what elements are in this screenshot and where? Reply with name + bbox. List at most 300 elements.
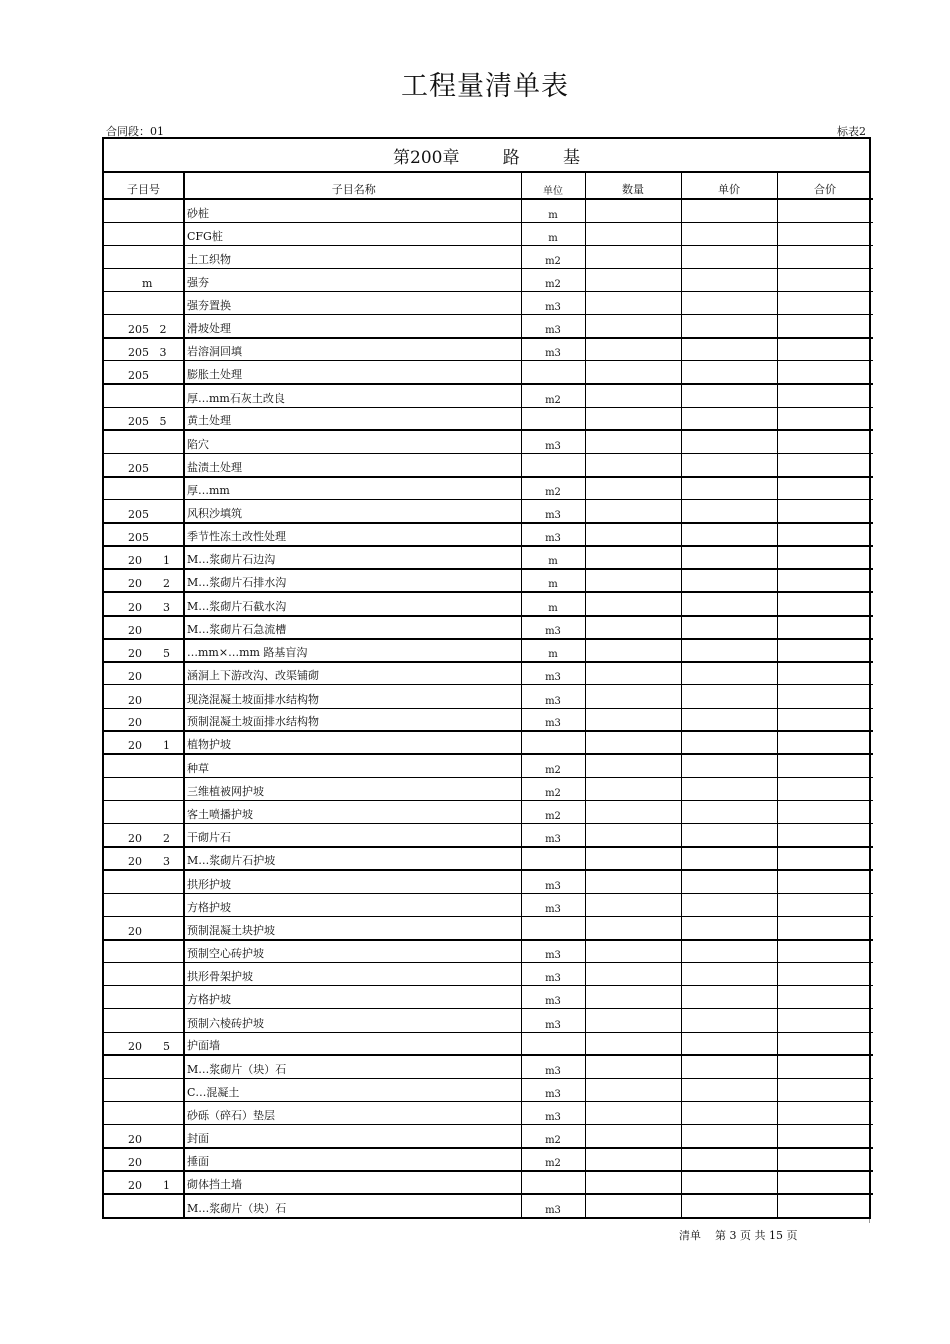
header-item-code: 子目号 xyxy=(104,173,184,199)
unit-price-cell xyxy=(681,1148,777,1171)
unit-cell xyxy=(521,731,585,754)
item-code-cell: m xyxy=(104,268,184,291)
total-cell xyxy=(777,870,873,893)
item-code-cell: 20 xyxy=(104,916,184,939)
page-number: 第 3 页 共 15 页 xyxy=(715,1229,798,1242)
item-code-cell: 20 5 xyxy=(104,639,184,662)
item-name-cell: 方格护坡 xyxy=(184,893,521,916)
total-cell xyxy=(777,986,873,1009)
quantity-cell xyxy=(585,708,681,731)
table-row xyxy=(104,523,873,546)
item-code-cell: 20 2 xyxy=(104,569,184,592)
item-code-cell xyxy=(104,986,184,1009)
unit-cell xyxy=(521,1171,585,1194)
table-row xyxy=(104,870,873,893)
total-cell xyxy=(777,338,873,361)
item-name-cell: 现浇混凝土坡面排水结构物 xyxy=(184,685,521,708)
table-row xyxy=(104,361,873,384)
unit-cell: m3 xyxy=(521,662,585,685)
unit-price-cell xyxy=(681,778,777,801)
total-cell xyxy=(777,500,873,523)
item-name-cell: 干砌片石 xyxy=(184,824,521,847)
total-cell xyxy=(777,407,873,430)
unit-price-cell xyxy=(681,1171,777,1194)
unit-cell: m3 xyxy=(521,685,585,708)
item-name-cell: 土工织物 xyxy=(184,245,521,268)
unit-cell: m3 xyxy=(521,430,585,453)
quantity-cell xyxy=(585,199,681,222)
item-code-cell xyxy=(104,1078,184,1101)
table-row xyxy=(104,893,873,916)
unit-price-cell xyxy=(681,592,777,615)
item-name-cell: 强夯置换 xyxy=(184,292,521,315)
bill-of-quantities-sheet xyxy=(102,137,871,1219)
quantity-cell xyxy=(585,639,681,662)
total-cell xyxy=(777,245,873,268)
item-name-cell: 预制混凝土块护坡 xyxy=(184,916,521,939)
unit-price-cell xyxy=(681,847,777,870)
item-name-cell: 捶面 xyxy=(184,1148,521,1171)
total-cell xyxy=(777,1009,873,1032)
item-code-cell: 205 xyxy=(104,523,184,546)
item-name-cell: 护面墙 xyxy=(184,1032,521,1055)
unit-price-cell xyxy=(681,731,777,754)
table-row xyxy=(104,430,873,453)
quantity-cell xyxy=(585,592,681,615)
item-name-cell: 拱形骨架护坡 xyxy=(184,963,521,986)
total-cell xyxy=(777,963,873,986)
unit-price-cell xyxy=(681,1032,777,1055)
unit-cell: m xyxy=(521,639,585,662)
quantity-cell xyxy=(585,315,681,338)
total-cell xyxy=(777,523,873,546)
unit-price-cell xyxy=(681,222,777,245)
unit-cell: m2 xyxy=(521,268,585,291)
header-unit-price: 单价 xyxy=(681,173,777,199)
table-row xyxy=(104,708,873,731)
unit-cell: m2 xyxy=(521,801,585,824)
item-name-cell: 季节性冻土改性处理 xyxy=(184,523,521,546)
unit-price-cell xyxy=(681,662,777,685)
item-name-cell: 岩溶洞回填 xyxy=(184,338,521,361)
chapter-heading xyxy=(104,139,869,173)
item-name-cell: 植物护坡 xyxy=(184,731,521,754)
unit-price-cell xyxy=(681,268,777,291)
quantity-cell xyxy=(585,477,681,500)
item-code-cell: 20 3 xyxy=(104,847,184,870)
item-name-cell: 厚…mm石灰土改良 xyxy=(184,384,521,407)
unit-price-cell xyxy=(681,315,777,338)
table-row xyxy=(104,454,873,477)
quantity-cell xyxy=(585,569,681,592)
item-code-cell xyxy=(104,222,184,245)
table-row xyxy=(104,315,873,338)
quantity-cell xyxy=(585,361,681,384)
unit-cell: m3 xyxy=(521,1055,585,1078)
total-cell xyxy=(777,847,873,870)
item-code-cell xyxy=(104,199,184,222)
total-cell xyxy=(777,292,873,315)
item-name-cell: 三维植被网护坡 xyxy=(184,778,521,801)
item-name-cell: C…混凝土 xyxy=(184,1078,521,1101)
item-name-cell: 风积沙填筑 xyxy=(184,500,521,523)
quantity-cell xyxy=(585,616,681,639)
total-cell xyxy=(777,477,873,500)
unit-cell: m3 xyxy=(521,1194,585,1217)
table-row xyxy=(104,1171,873,1194)
item-code-cell xyxy=(104,292,184,315)
total-cell xyxy=(777,778,873,801)
total-cell xyxy=(777,616,873,639)
table-row xyxy=(104,338,873,361)
quantity-cell xyxy=(585,1194,681,1217)
item-name-cell: 砂砾（碎石）垫层 xyxy=(184,1101,521,1124)
item-code-cell xyxy=(104,477,184,500)
item-code-cell xyxy=(104,1194,184,1217)
total-cell xyxy=(777,639,873,662)
unit-cell: m2 xyxy=(521,245,585,268)
unit-price-cell xyxy=(681,870,777,893)
table-row xyxy=(104,801,873,824)
quantity-cell xyxy=(585,916,681,939)
total-cell xyxy=(777,315,873,338)
quantity-cell xyxy=(585,546,681,569)
page-footer xyxy=(679,1227,797,1243)
unit-price-cell xyxy=(681,407,777,430)
table-row xyxy=(104,1078,873,1101)
items-table xyxy=(104,173,873,1217)
item-name-cell: 客土喷播护坡 xyxy=(184,801,521,824)
unit-price-cell xyxy=(681,430,777,453)
unit-price-cell xyxy=(681,754,777,777)
unit-cell: m3 xyxy=(521,940,585,963)
sheet-name: 清单 xyxy=(679,1229,701,1242)
item-code-cell xyxy=(104,384,184,407)
item-code-cell xyxy=(104,870,184,893)
quantity-cell xyxy=(585,268,681,291)
quantity-cell xyxy=(585,500,681,523)
item-code-cell xyxy=(104,754,184,777)
item-name-cell: 预制混凝土坡面排水结构物 xyxy=(184,708,521,731)
unit-price-cell xyxy=(681,1125,777,1148)
unit-price-cell xyxy=(681,1101,777,1124)
item-name-cell: M…浆砌片石排水沟 xyxy=(184,569,521,592)
unit-cell: m3 xyxy=(521,963,585,986)
unit-price-cell xyxy=(681,1055,777,1078)
quantity-cell xyxy=(585,292,681,315)
item-name-cell: M…浆砌片石护坡 xyxy=(184,847,521,870)
item-code-cell: 20 xyxy=(104,1148,184,1171)
quantity-cell xyxy=(585,893,681,916)
unit-cell: m xyxy=(521,222,585,245)
total-cell xyxy=(777,708,873,731)
item-code-cell: 20 xyxy=(104,1125,184,1148)
item-name-cell: M…浆砌片（块）石 xyxy=(184,1194,521,1217)
unit-cell: m2 xyxy=(521,384,585,407)
item-name-cell: 涵洞上下游改沟、改渠铺砌 xyxy=(184,662,521,685)
table-row xyxy=(104,986,873,1009)
header-item-name: 子目名称 xyxy=(184,173,521,199)
unit-cell: m3 xyxy=(521,1009,585,1032)
unit-cell: m3 xyxy=(521,523,585,546)
item-code-cell xyxy=(104,1101,184,1124)
item-code-cell: 205 xyxy=(104,500,184,523)
header-unit: 单位 xyxy=(521,173,585,199)
quantity-cell xyxy=(585,824,681,847)
item-name-cell: 拱形护坡 xyxy=(184,870,521,893)
quantity-cell xyxy=(585,685,681,708)
item-code-cell xyxy=(104,893,184,916)
item-code-cell xyxy=(104,1055,184,1078)
unit-cell: m xyxy=(521,592,585,615)
chapter-number: 第200章 xyxy=(393,147,460,168)
total-cell xyxy=(777,1055,873,1078)
total-cell xyxy=(777,1101,873,1124)
total-cell xyxy=(777,361,873,384)
unit-price-cell xyxy=(681,616,777,639)
quantity-cell xyxy=(585,222,681,245)
unit-cell: m3 xyxy=(521,870,585,893)
unit-price-cell xyxy=(681,940,777,963)
item-name-cell: CFG桩 xyxy=(184,222,521,245)
table-row xyxy=(104,847,873,870)
item-code-cell xyxy=(104,778,184,801)
header-total: 合价 xyxy=(777,173,873,199)
item-name-cell: M…浆砌片石截水沟 xyxy=(184,592,521,615)
item-name-cell: 砂桩 xyxy=(184,199,521,222)
quantity-cell xyxy=(585,1055,681,1078)
item-name-cell: 滑坡处理 xyxy=(184,315,521,338)
unit-cell xyxy=(521,847,585,870)
item-code-cell: 20 xyxy=(104,616,184,639)
unit-cell: m2 xyxy=(521,1125,585,1148)
unit-price-cell xyxy=(681,245,777,268)
table-row xyxy=(104,477,873,500)
unit-cell xyxy=(521,916,585,939)
table-row xyxy=(104,268,873,291)
table-row xyxy=(104,199,873,222)
unit-price-cell xyxy=(681,500,777,523)
total-cell xyxy=(777,662,873,685)
item-code-cell xyxy=(104,801,184,824)
total-cell xyxy=(777,916,873,939)
unit-price-cell xyxy=(681,1009,777,1032)
quantity-cell xyxy=(585,1078,681,1101)
quantity-cell xyxy=(585,778,681,801)
quantity-cell xyxy=(585,384,681,407)
total-cell xyxy=(777,222,873,245)
unit-cell xyxy=(521,454,585,477)
unit-price-cell xyxy=(681,986,777,1009)
unit-cell: m3 xyxy=(521,893,585,916)
item-name-cell: M…浆砌片石边沟 xyxy=(184,546,521,569)
table-row xyxy=(104,1148,873,1171)
item-code-cell: 20 2 xyxy=(104,824,184,847)
item-code-cell: 20 xyxy=(104,662,184,685)
item-name-cell: 厚…mm xyxy=(184,477,521,500)
item-code-cell: 20 1 xyxy=(104,1171,184,1194)
item-name-cell: …mm×…mm 路基盲沟 xyxy=(184,639,521,662)
unit-price-cell xyxy=(681,963,777,986)
quantity-cell xyxy=(585,940,681,963)
total-cell xyxy=(777,1148,873,1171)
quantity-cell xyxy=(585,1125,681,1148)
item-code-cell xyxy=(104,940,184,963)
unit-cell: m2 xyxy=(521,754,585,777)
quantity-cell xyxy=(585,407,681,430)
unit-cell: m3 xyxy=(521,315,585,338)
item-code-cell: 20 1 xyxy=(104,546,184,569)
chapter-name-part2: 基 xyxy=(562,147,580,168)
table-row xyxy=(104,500,873,523)
quantity-cell xyxy=(585,870,681,893)
header-quantity: 数量 xyxy=(585,173,681,199)
table-row xyxy=(104,639,873,662)
item-code-cell xyxy=(104,430,184,453)
quantity-cell xyxy=(585,430,681,453)
table-row xyxy=(104,546,873,569)
quantity-cell xyxy=(585,1009,681,1032)
unit-price-cell xyxy=(681,199,777,222)
table-row xyxy=(104,824,873,847)
quantity-cell xyxy=(585,986,681,1009)
item-name-cell: 封面 xyxy=(184,1125,521,1148)
item-code-cell xyxy=(104,1009,184,1032)
item-code-cell: 20 1 xyxy=(104,731,184,754)
unit-price-cell xyxy=(681,477,777,500)
page-title: 工程量清单表 xyxy=(401,71,569,102)
table-row xyxy=(104,963,873,986)
item-name-cell: 陷穴 xyxy=(184,430,521,453)
total-cell xyxy=(777,268,873,291)
unit-price-cell xyxy=(681,824,777,847)
total-cell xyxy=(777,685,873,708)
item-name-cell: 黄土处理 xyxy=(184,407,521,430)
item-name-cell: 方格护坡 xyxy=(184,986,521,1009)
table-row xyxy=(104,731,873,754)
quantity-cell xyxy=(585,754,681,777)
item-code-cell: 20 5 xyxy=(104,1032,184,1055)
item-name-cell: M…浆砌片（块）石 xyxy=(184,1055,521,1078)
total-cell xyxy=(777,1194,873,1217)
quantity-cell xyxy=(585,454,681,477)
table-row xyxy=(104,1055,873,1078)
total-cell xyxy=(777,454,873,477)
unit-cell: m3 xyxy=(521,292,585,315)
unit-cell: m2 xyxy=(521,477,585,500)
total-cell xyxy=(777,731,873,754)
item-code-cell: 20 xyxy=(104,685,184,708)
quantity-cell xyxy=(585,1148,681,1171)
unit-price-cell xyxy=(681,916,777,939)
quantity-cell xyxy=(585,1171,681,1194)
table-row xyxy=(104,916,873,939)
item-name-cell: M…浆砌片石急流槽 xyxy=(184,616,521,639)
unit-price-cell xyxy=(681,523,777,546)
total-cell xyxy=(777,592,873,615)
quantity-cell xyxy=(585,523,681,546)
total-cell xyxy=(777,569,873,592)
item-code-cell: 205 5 xyxy=(104,407,184,430)
item-code-cell xyxy=(104,963,184,986)
unit-cell: m3 xyxy=(521,1078,585,1101)
unit-cell: m3 xyxy=(521,708,585,731)
total-cell xyxy=(777,1078,873,1101)
unit-price-cell xyxy=(681,384,777,407)
unit-cell: m2 xyxy=(521,778,585,801)
unit-cell: m2 xyxy=(521,1148,585,1171)
table-row xyxy=(104,569,873,592)
unit-price-cell xyxy=(681,361,777,384)
contract-section-label: 合同段：01 xyxy=(106,125,164,138)
quantity-cell xyxy=(585,245,681,268)
total-cell xyxy=(777,1171,873,1194)
unit-cell: m xyxy=(521,569,585,592)
unit-cell: m3 xyxy=(521,338,585,361)
quantity-cell xyxy=(585,338,681,361)
item-code-cell: 205 xyxy=(104,454,184,477)
table-row xyxy=(104,1194,873,1217)
unit-cell: m3 xyxy=(521,986,585,1009)
table-row xyxy=(104,245,873,268)
unit-price-cell xyxy=(681,685,777,708)
unit-cell xyxy=(521,407,585,430)
quantity-cell xyxy=(585,731,681,754)
unit-price-cell xyxy=(681,801,777,824)
unit-cell: m3 xyxy=(521,616,585,639)
unit-cell: m xyxy=(521,199,585,222)
quantity-cell xyxy=(585,963,681,986)
table-row xyxy=(104,662,873,685)
table-row xyxy=(104,940,873,963)
table-row xyxy=(104,616,873,639)
total-cell xyxy=(777,940,873,963)
item-code-cell: 205 2 xyxy=(104,315,184,338)
item-code-cell xyxy=(104,245,184,268)
item-code-cell: 205 xyxy=(104,361,184,384)
item-code-cell: 205 3 xyxy=(104,338,184,361)
unit-price-cell xyxy=(681,338,777,361)
unit-price-cell xyxy=(681,893,777,916)
unit-cell: m3 xyxy=(521,500,585,523)
table-row xyxy=(104,1101,873,1124)
item-name-cell: 强夯 xyxy=(184,268,521,291)
table-row xyxy=(104,1125,873,1148)
unit-price-cell xyxy=(681,454,777,477)
item-name-cell: 预制空心砖护坡 xyxy=(184,940,521,963)
item-code-cell: 20 3 xyxy=(104,592,184,615)
total-cell xyxy=(777,824,873,847)
table-row xyxy=(104,778,873,801)
unit-price-cell xyxy=(681,546,777,569)
total-cell xyxy=(777,546,873,569)
quantity-cell xyxy=(585,1101,681,1124)
table-row xyxy=(104,685,873,708)
total-cell xyxy=(777,384,873,407)
item-name-cell: 盐渍土处理 xyxy=(184,454,521,477)
table-row xyxy=(104,592,873,615)
total-cell xyxy=(777,1125,873,1148)
table-row xyxy=(104,222,873,245)
quantity-cell xyxy=(585,1032,681,1055)
table-row xyxy=(104,292,873,315)
unit-cell: m3 xyxy=(521,824,585,847)
total-cell xyxy=(777,1032,873,1055)
table-row xyxy=(104,1009,873,1032)
table-row xyxy=(104,407,873,430)
quantity-cell xyxy=(585,847,681,870)
unit-cell: m xyxy=(521,546,585,569)
